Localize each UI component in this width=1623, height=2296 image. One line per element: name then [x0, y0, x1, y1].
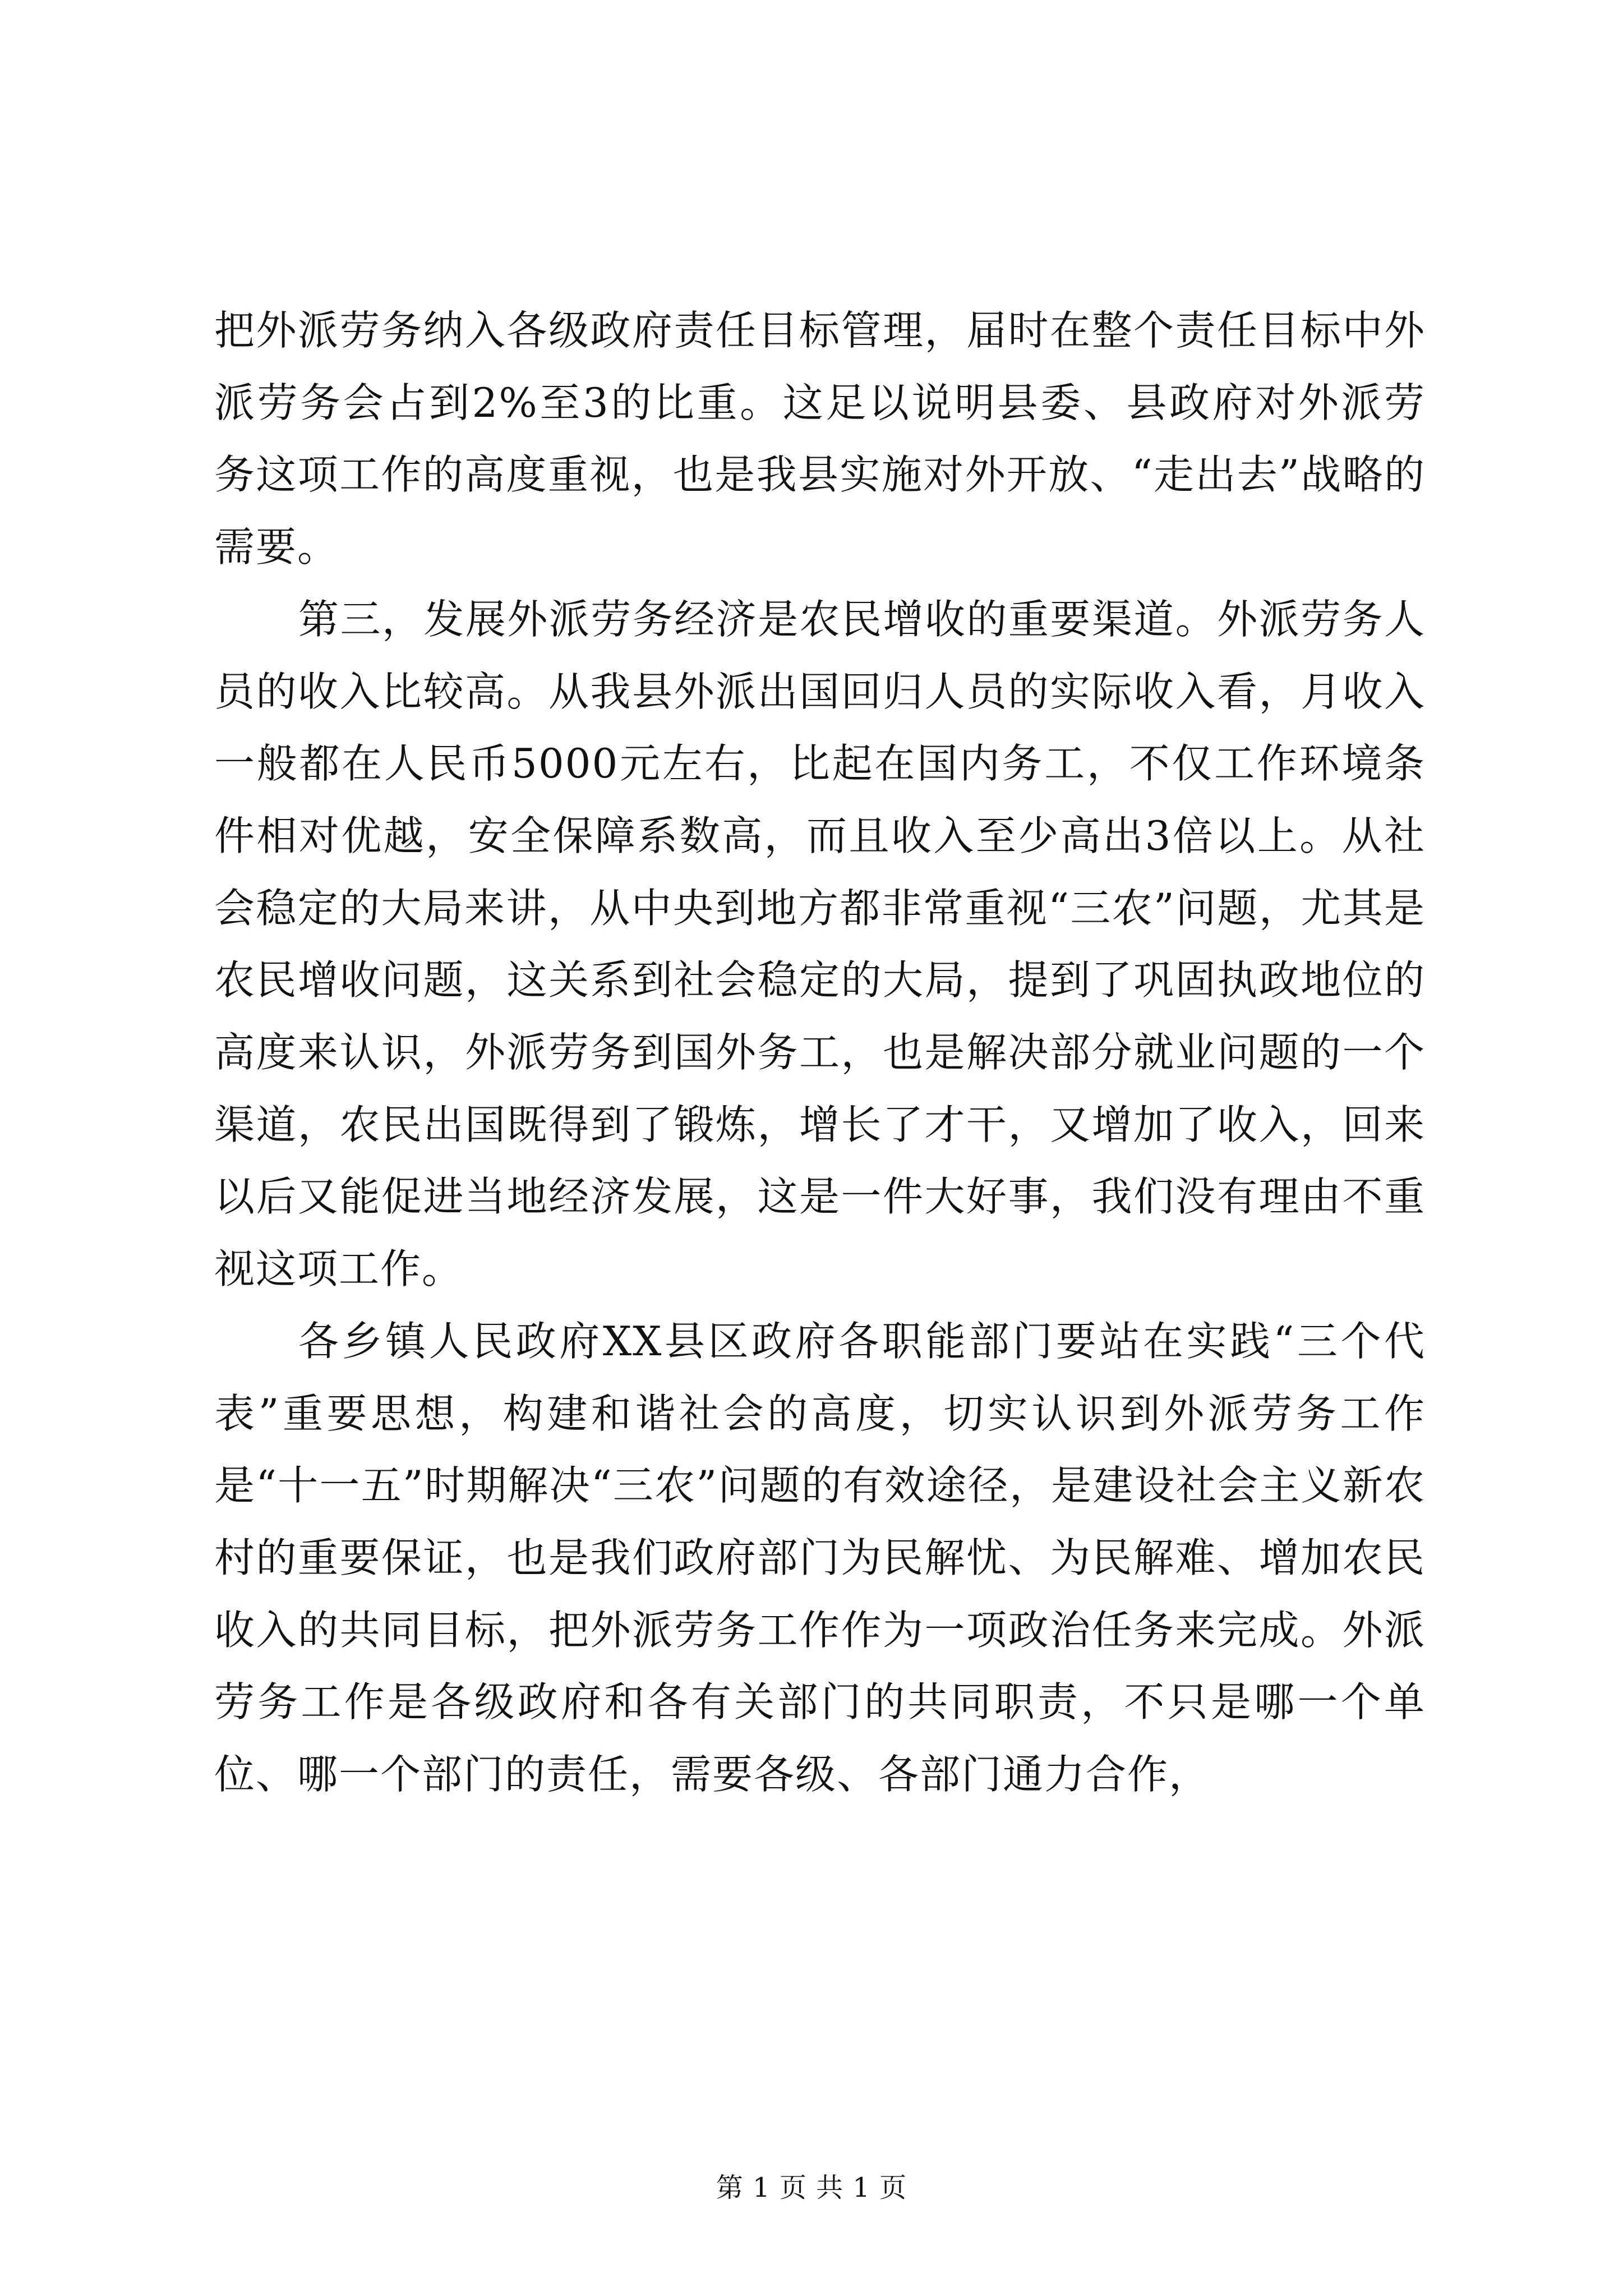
page-footer: 第 1 页 共 1 页	[716, 2172, 907, 2203]
paragraph-2: 第三，发展外派劳务经济是农民增收的重要渠道。外派劳务人员的收入比较高。从我县外派出国回归人员的实际收入看，月收入一般都在人民币5000元左右，比起在国内务工，不仅工作环境条件相对优越，安全保障系数高，而且收入至少高出3倍以上。从社会稳定的大局来讲，从中央到地方都非常重视“三农”问题，尤其是农民增收问题，这关系到社会稳定的大局，提到了巩固执政地位的高度来认识，外派劳务到国外务工，也是解决部分就业问题的一个渠道，农民出国既得到了锻炼，增长了才干，又增加了收入，回来以后又能促进当地经济发展，这是一件大好事，我们没有理由不重视这项工作。	[214, 595, 1426, 1293]
document-body	[214, 295, 1426, 1811]
paragraph-1: 把外派劳务纳入各级政府责任目标管理，届时在整个责任目标中外派劳务会占到2%至3的比重。这足以说明县委、县政府对外派劳务这项工作的高度重视，也是我县实施对外开放、“走出去”战略的需要。	[214, 307, 1426, 571]
paragraph-3: 各乡镇人民政府XX县区政府各职能部门要站在实践“三个代表”重要思想，构建和谐社会的高度，切实认识到外派劳务工作是“十一五”时期解决“三农”问题的有效途径，是建设社会主义新农村的重要保证，也是我们政府部门为民解忧、为民解难、增加农民收入的共同目标，把外派劳务工作作为一项政治任务来完成。外派劳务工作是各级政府和各有关部门的共同职责，不只是哪一个单位、哪一个部门的责任，需要各级、各部门通力合作，	[214, 1317, 1426, 1798]
